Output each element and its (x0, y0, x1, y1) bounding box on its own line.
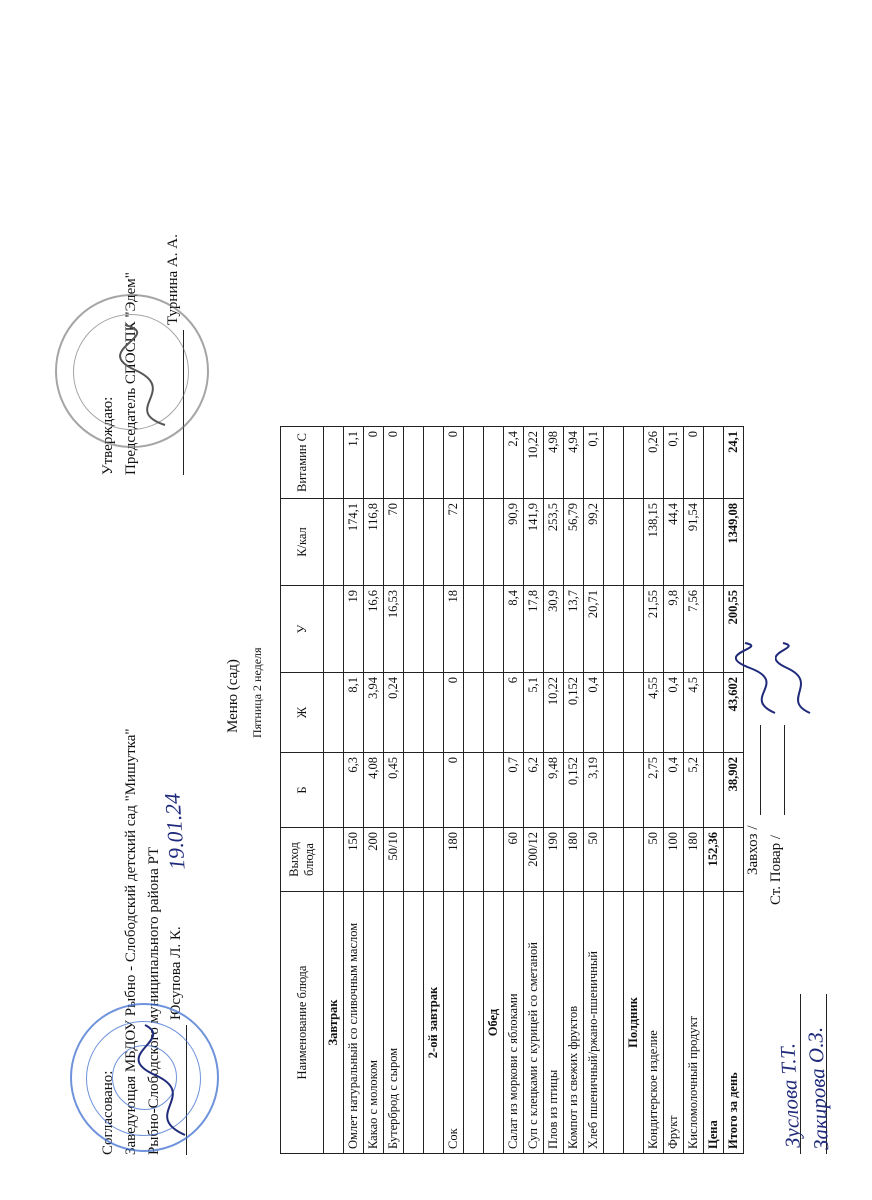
cook-label: Ст. Повар / (768, 834, 784, 905)
total-value: 38,902 (724, 753, 744, 828)
table-cell (484, 828, 504, 892)
approval-left-line2: Рыбно-Слободского муниципального района РТ (146, 846, 162, 1155)
table-row (664, 427, 684, 1154)
approval-left-title: Согласовано: (100, 1070, 116, 1155)
table-cell: 50/10 (384, 828, 404, 892)
table-cell (484, 427, 504, 499)
table-cell: 0 (444, 673, 464, 753)
total-value: 24,1 (724, 427, 744, 499)
table-cell: 50 (644, 828, 664, 892)
table-cell (464, 828, 484, 892)
left-signature-scribble (130, 1020, 200, 1140)
table-cell: 5,2 (684, 753, 704, 828)
table-cell: 3,19 (584, 753, 604, 828)
table-row (544, 427, 564, 1154)
total-row (724, 427, 744, 1154)
table-cell (404, 828, 424, 892)
table-cell (704, 499, 724, 586)
approval-left-name: Юсупова Л. К. (168, 926, 184, 1020)
approval-right-name: Турнина А. А. (165, 234, 181, 325)
table-cell (404, 499, 424, 586)
table-cell (464, 753, 484, 828)
section-title: 2-ой завтрак (424, 892, 444, 1154)
table-cell: 2,75 (644, 753, 664, 828)
table-cell: 0,152 (564, 673, 584, 753)
table-cell: 0,1 (584, 427, 604, 499)
table-cell: 1,1 (344, 427, 364, 499)
total-label: Итого за день (724, 892, 744, 1154)
table-cell: Фрукт (664, 892, 684, 1154)
table-cell (624, 828, 644, 892)
section-title: Обед (484, 892, 504, 1154)
table-cell (324, 427, 344, 499)
table-cell (624, 586, 644, 673)
table-cell (464, 892, 484, 1154)
table-cell (704, 673, 724, 753)
table-row (464, 427, 484, 1154)
total-value: 200,55 (724, 586, 744, 673)
table-cell: Компот из свежих фруктов (564, 892, 584, 1154)
handwritten-name-1: Зуслова Т.Т. (775, 1042, 805, 1149)
col-header: Выход блюда (281, 828, 324, 892)
table-cell: 0 (444, 753, 464, 828)
table-cell (724, 828, 744, 892)
table-cell: 0,45 (384, 753, 404, 828)
table-cell: 6,3 (344, 753, 364, 828)
table-cell (604, 499, 624, 586)
table-cell (324, 673, 344, 753)
table-cell (424, 427, 444, 499)
table-row (364, 427, 384, 1154)
col-header: Наименование блюда (281, 892, 324, 1154)
table-cell: 0 (364, 427, 384, 499)
table-cell: 0,4 (664, 673, 684, 753)
table-cell: 4,98 (544, 427, 564, 499)
table-cell: Плов из птицы (544, 892, 564, 1154)
table-cell (464, 673, 484, 753)
table-cell (404, 586, 424, 673)
table-cell: 174,1 (344, 499, 364, 586)
handwritten-date: 19.01.24 (159, 792, 190, 871)
table-cell: 60 (504, 828, 524, 892)
table-cell (424, 753, 444, 828)
table-cell: 190 (544, 828, 564, 892)
approval-right-line1: Председатель СПОСПК "Эдем" (123, 272, 139, 475)
table-row (384, 427, 404, 1154)
table-cell: 6,2 (524, 753, 544, 828)
table-cell: 13,7 (564, 586, 584, 673)
table-cell: 0,4 (664, 753, 684, 828)
table-row (564, 427, 584, 1154)
approval-left-line1: Заведующая МБДОУ Рыбно - Слободский детский сад "Мишутка" (123, 728, 139, 1155)
table-cell: Какао с молоком (364, 892, 384, 1154)
section-title: Полдник (624, 892, 644, 1154)
total-value: 1349,08 (724, 499, 744, 586)
table-cell: 30,9 (544, 586, 564, 673)
table-cell (604, 892, 624, 1154)
table-cell: 99,2 (584, 499, 604, 586)
table-cell: 90,9 (504, 499, 524, 586)
table-cell (604, 753, 624, 828)
table-cell: 50 (584, 828, 604, 892)
section-header-row (624, 427, 644, 1154)
table-cell (624, 499, 644, 586)
total-value: 43,602 (724, 673, 744, 753)
price-value: 152,36 (704, 828, 724, 892)
table-cell (464, 586, 484, 673)
table-cell (324, 828, 344, 892)
table-cell: 18 (444, 586, 464, 673)
table-cell: 0 (384, 427, 404, 499)
table-cell: 0,152 (564, 753, 584, 828)
table-cell: 7,56 (684, 586, 704, 673)
table-cell: Кондитерское изделие (644, 892, 664, 1154)
table-cell (484, 753, 504, 828)
table-cell: 141,9 (524, 499, 544, 586)
table-cell (464, 499, 484, 586)
table-cell: Суп с клецками с курицей со сметаной (524, 892, 544, 1154)
approval-right-title: Утверждаю: (100, 396, 116, 475)
section-title: Завтрак (324, 892, 344, 1154)
table-cell: 9,8 (664, 586, 684, 673)
table-cell: 91,54 (684, 499, 704, 586)
table-cell: 16,6 (364, 586, 384, 673)
table-cell: 0,26 (644, 427, 664, 499)
table-cell (424, 499, 444, 586)
table-cell (404, 753, 424, 828)
table-cell: Салат из моркови с яблоками (504, 892, 524, 1154)
table-cell: 138,15 (644, 499, 664, 586)
storekeeper-sign-line (760, 725, 761, 815)
table-cell: 253,5 (544, 499, 564, 586)
table-cell: 180 (564, 828, 584, 892)
table-cell (484, 499, 504, 586)
table-row (584, 427, 604, 1154)
table-cell: 0 (684, 427, 704, 499)
table-cell (604, 586, 624, 673)
table-cell: 0 (444, 427, 464, 499)
storekeeper-label: Завхоз / (745, 825, 761, 875)
table-cell: 20,71 (584, 586, 604, 673)
table-cell: 150 (344, 828, 364, 892)
table-cell: 9,48 (544, 753, 564, 828)
table-row (604, 427, 624, 1154)
table-cell: 19 (344, 586, 364, 673)
section-header-row (484, 427, 504, 1154)
table-cell (604, 673, 624, 753)
table-cell (484, 586, 504, 673)
table-cell (704, 753, 724, 828)
table-cell (604, 828, 624, 892)
table-cell: Бутерброд с сыром (384, 892, 404, 1154)
table-cell: 4,5 (684, 673, 704, 753)
table-cell (704, 586, 724, 673)
table-cell: 4,55 (644, 673, 664, 753)
table-cell (624, 673, 644, 753)
table-cell (404, 673, 424, 753)
table-row (684, 427, 704, 1154)
section-header-row (324, 427, 344, 1154)
table-cell (484, 673, 504, 753)
table-cell: 10,22 (524, 427, 544, 499)
table-cell (324, 586, 344, 673)
table-row (524, 427, 544, 1154)
cook-sign-line (784, 725, 785, 815)
table-cell: 200 (364, 828, 384, 892)
table-cell (424, 673, 444, 753)
table-header-row (281, 427, 324, 1154)
table-cell (624, 753, 644, 828)
menu-table (280, 426, 744, 1154)
table-cell: 70 (384, 499, 404, 586)
table-cell (424, 828, 444, 892)
right-signature-scribble (115, 320, 185, 430)
menu-title: Меню (сад) (225, 659, 241, 733)
table-cell: 72 (444, 499, 464, 586)
col-header: К/кал (281, 499, 324, 586)
col-header: Ж (281, 673, 324, 753)
table-cell: 4,94 (564, 427, 584, 499)
table-cell (464, 427, 484, 499)
table-cell: 200/12 (524, 828, 544, 892)
table-cell: 16,53 (384, 586, 404, 673)
table-cell: 3,94 (364, 673, 384, 753)
price-label: Цена (704, 892, 724, 1154)
table-cell (404, 892, 424, 1154)
table-cell: 180 (444, 828, 464, 892)
table-cell: 2,4 (504, 427, 524, 499)
col-header: У (281, 586, 324, 673)
table-row (404, 427, 424, 1154)
table-cell: 56,79 (564, 499, 584, 586)
table-cell: Хлеб пшеничный/ржано-пшеничный (584, 892, 604, 1154)
table-cell (604, 427, 624, 499)
table-cell (404, 427, 424, 499)
week-label: Пятница 2 неделя (250, 647, 264, 738)
table-cell: 10,22 (544, 673, 564, 753)
table-cell: 5,1 (524, 673, 544, 753)
col-header: Витамин С (281, 427, 324, 499)
handwritten-name-2: Закирова О.З. (802, 1026, 834, 1151)
table-cell (324, 499, 344, 586)
table-cell: 0,4 (584, 673, 604, 753)
table-cell: Сок (444, 892, 464, 1154)
table-cell: Омлет натуральный со сливочным маслом (344, 892, 364, 1154)
table-row (644, 427, 664, 1154)
table-cell: 0,7 (504, 753, 524, 828)
section-header-row (424, 427, 444, 1154)
table-cell (324, 753, 344, 828)
table-cell (624, 427, 644, 499)
table-cell: 17,8 (524, 586, 544, 673)
table-cell: 0,24 (384, 673, 404, 753)
table-cell: 4,08 (364, 753, 384, 828)
table-cell: 116,8 (364, 499, 384, 586)
cook-scribble (775, 638, 825, 718)
table-cell: 180 (684, 828, 704, 892)
table-cell: 8,4 (504, 586, 524, 673)
table-cell: 44,4 (664, 499, 684, 586)
table-cell: 100 (664, 828, 684, 892)
table-cell: 8,1 (344, 673, 364, 753)
table-cell: 0,1 (664, 427, 684, 499)
col-header: Б (281, 753, 324, 828)
table-cell (704, 427, 724, 499)
table-cell: 21,55 (644, 586, 664, 673)
table-row (504, 427, 524, 1154)
table-cell (424, 586, 444, 673)
price-row (704, 427, 724, 1154)
table-row (444, 427, 464, 1154)
table-row (344, 427, 364, 1154)
table-cell: Кисломолочный продукт (684, 892, 704, 1154)
table-cell: 6 (504, 673, 524, 753)
